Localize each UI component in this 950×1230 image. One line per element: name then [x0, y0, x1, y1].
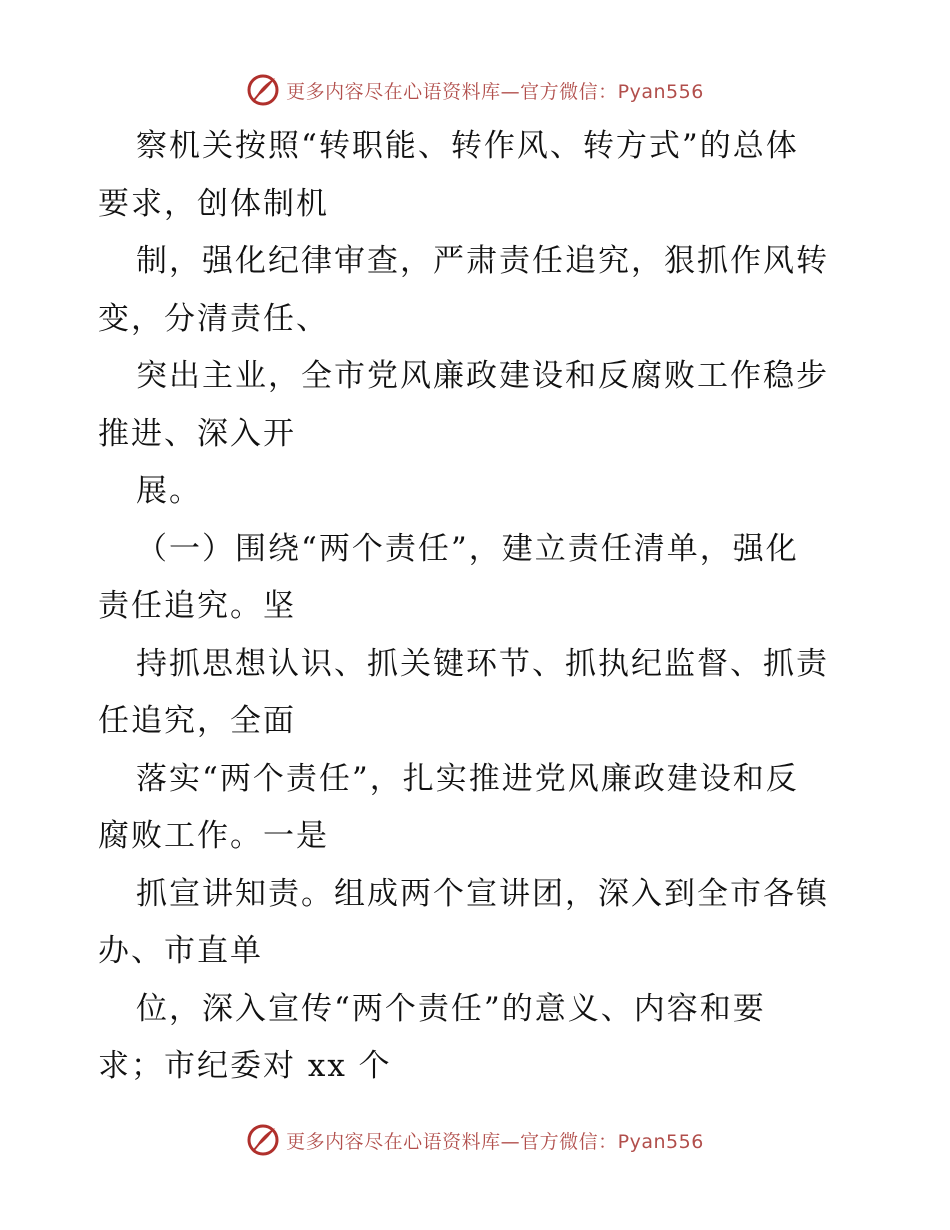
text-line: 察机关按照“转职能、转作风、转方式”的总体	[136, 128, 799, 164]
header-banner-text: 更多内容尽在心语资料库—官方微信：Pyan556	[286, 80, 704, 103]
text-line: （一）围绕“两个责任”，建立责任清单，强化	[136, 530, 799, 567]
text-line: 变，分清责任、	[98, 300, 329, 337]
text-line: 落实“两个责任”，扎实推进党风廉政建设和反	[136, 760, 799, 797]
text-line: 腐败工作。一是	[98, 818, 329, 854]
text-line: 展。	[136, 473, 202, 509]
header-banner-inner	[246, 73, 704, 107]
footer-banner-text: 更多内容尽在心语资料库—官方微信：Pyan556	[286, 1130, 704, 1153]
text-line: 持抓思想认识、抓关键环节、抓执纪监督、抓责	[136, 645, 829, 682]
footer-banner	[0, 1120, 950, 1160]
feather-pen-logo-icon	[246, 1123, 280, 1157]
text-line: 任追究，全面	[98, 703, 296, 739]
footer-banner-inner	[246, 1123, 704, 1157]
document-body	[98, 118, 858, 1096]
text-line: 求；市纪委对 xx 个	[98, 1048, 392, 1084]
text-line: 抓宣讲知责。组成两个宣讲团，深入到全市各镇	[136, 875, 829, 912]
feather-pen-logo-icon	[246, 73, 280, 107]
text-line: 位，深入宣传“两个责任”的意义、内容和要	[136, 990, 766, 1027]
text-line: 要求，创体制机	[98, 185, 329, 222]
text-line: 办、市直单	[98, 933, 263, 969]
text-line: 突出主业，全市党风廉政建设和反腐败工作稳步	[136, 358, 829, 394]
text-line: 制，强化纪律审查，严肃责任追究，狠抓作风转	[136, 243, 829, 279]
header-banner	[0, 70, 950, 110]
text-line: 推进、深入开	[98, 415, 296, 452]
text-line: 责任追究。坚	[98, 588, 296, 624]
